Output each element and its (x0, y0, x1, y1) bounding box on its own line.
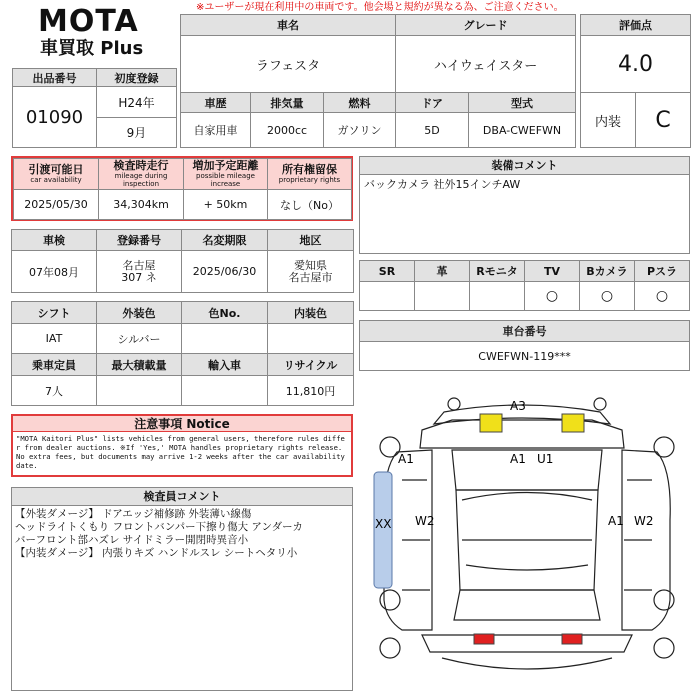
shift: IAT (12, 324, 97, 354)
model: DBA-CWEFWN (469, 113, 576, 148)
option-value-rear-monitor (470, 282, 525, 311)
wheel-front-small-right (594, 398, 606, 410)
car-right-side-lines (624, 480, 652, 590)
car-rear-outline (422, 635, 632, 652)
model-label: 型式 (469, 93, 576, 113)
grade: ハイウェイスター (396, 36, 576, 93)
mota-logo: MOTA (38, 4, 139, 39)
increase-label: 増加予定距離 possible mileage increase (184, 159, 268, 190)
inspector-label: 検査員コメント (12, 488, 352, 506)
equipment-label: 装備コメント (360, 157, 689, 175)
equipment-panel (359, 156, 690, 254)
chassis-number: CWEFWN-119*** (360, 342, 690, 371)
import-label: 輸入車 (182, 354, 268, 376)
import (182, 376, 268, 406)
notice-label: 注意事項 Notice (13, 416, 351, 432)
tail-light-left-mark (474, 634, 494, 644)
exterior-color-label: 外装色 (97, 302, 182, 324)
capacity-label: 乗車定員 (12, 354, 97, 376)
car-cabin-lines (462, 493, 592, 571)
interior-label: 内装 (581, 93, 636, 148)
shift-label: シフト (12, 302, 97, 324)
door: 5D (396, 113, 469, 148)
rights: なし（No） (268, 190, 352, 220)
option-value-power-slide: ○ (635, 282, 690, 311)
car-damage-diagram (362, 390, 692, 695)
chassis-table (359, 320, 690, 371)
displacement: 2000cc (251, 113, 324, 148)
car-name-label: 車名 (181, 15, 396, 36)
score-value: 4.0 (581, 36, 691, 93)
grade-label: グレード (396, 15, 576, 36)
area-label: 地区 (268, 230, 354, 251)
name-change-label: 名変期限 (182, 230, 268, 251)
wheel-rear-right-bottom (654, 638, 674, 658)
interior-color (268, 324, 354, 354)
score-label: 評価点 (581, 15, 691, 36)
plate-number: 名古屋 307 ネ (97, 251, 182, 293)
score-table (580, 14, 691, 148)
option-value-leather (415, 282, 470, 311)
registration-table (11, 229, 354, 293)
name-change-deadline: 2025/06/30 (182, 251, 268, 293)
inspector-comments (12, 506, 352, 562)
color-number-label: 色No. (182, 302, 268, 324)
mileage-label: 検査時走行 mileage during inspection (99, 159, 184, 190)
interior-color-label: 内装色 (268, 302, 354, 324)
displacement-label: 排気量 (251, 93, 324, 113)
inspector-line: バーフロント部ハズレ サイドミラー開閉時異音小 (15, 534, 249, 546)
max-load (97, 376, 182, 406)
inspector-line: ヘッドライトくもり フロントバンパー下擦り傷大 アンダーカ (15, 521, 303, 533)
area: 愛知県 名古屋市 (268, 251, 354, 293)
option-header-back-camera: Bカメラ (580, 261, 635, 282)
listing-number: 01090 (13, 87, 97, 148)
interior-value: C (636, 93, 691, 148)
headlight-left-mark (480, 414, 502, 432)
mark-front-bumper: A3 (510, 399, 526, 413)
recycle-fee: 11,810円 (268, 376, 354, 406)
wheel-rear-right-top (654, 590, 674, 610)
history: 自家用車 (181, 113, 251, 148)
mileage: 34,304km (99, 190, 184, 220)
wheel-front-right-top (654, 437, 674, 457)
mark-left-fender: A1 (398, 452, 414, 466)
wheel-front-left-top (380, 437, 400, 457)
plate-label: 登録番号 (97, 230, 182, 251)
car-left-side-lines (402, 480, 430, 590)
wheel-rear-left-bottom (380, 638, 400, 658)
availability-table (13, 158, 352, 220)
specs-table (11, 301, 354, 406)
availability-date-label: 引渡可能日 car availability (14, 159, 99, 190)
car-rear-bumper-outline (442, 658, 612, 669)
inspector-line: 【内装ダメージ】 内張りキズ ハンドルスレ シートヘタリ小 (15, 547, 298, 559)
headlight-right-mark (562, 414, 584, 432)
fuel: ガソリン (324, 113, 396, 148)
car-top-hood-outline (420, 420, 624, 448)
door-label: ドア (396, 93, 469, 113)
rights-label: 所有権留保 proprietary rights (268, 159, 352, 190)
notice-text: "MOTA Kaitori Plus" lists vehicles from general users, therefore rules differ from dealer auctions. ※If 'Yes,' MOTA handles proprietary rights release. No extra fees, but documents may arrive 1-2 weeks after the car availability date. (16, 434, 345, 470)
mark-left-rear-door: W2 (415, 514, 435, 528)
inspection-label: 車検 (12, 230, 97, 251)
option-header-power-slide: Pスラ (635, 261, 690, 282)
exterior-color: シルバー (97, 324, 182, 354)
availability-date: 2025/05/30 (14, 190, 99, 220)
inspector-line: 【外装ダメージ】 ドアエッジ補修跡 外装薄い線傷 (15, 508, 252, 520)
options-table (359, 260, 690, 311)
listing-table (12, 68, 177, 148)
mark-hood: A1 (510, 452, 526, 466)
option-header-sr: SR (360, 261, 415, 282)
first-registration-label: 初度登録 (97, 69, 177, 87)
mark-left-door: XX (375, 517, 392, 531)
option-value-back-camera: ○ (580, 282, 635, 311)
color-number (182, 324, 268, 354)
wheel-rear-left-top (380, 590, 400, 610)
recycle-label: リサイクル (268, 354, 354, 376)
car-windshield-outline (452, 450, 602, 490)
mark-right-door: A1 (608, 514, 624, 528)
option-value-sr (360, 282, 415, 311)
fuel-label: 燃料 (324, 93, 396, 113)
option-header-rear-monitor: Rモニタ (470, 261, 525, 282)
capacity: 7人 (12, 376, 97, 406)
max-load-label: 最大積載量 (97, 354, 182, 376)
tail-light-right-mark (562, 634, 582, 644)
option-header-leather: 革 (415, 261, 470, 282)
mark-hood-2: U1 (537, 452, 554, 466)
equipment-text: バックカメラ 社外15インチAW (364, 178, 521, 191)
option-header-tv: TV (525, 261, 580, 282)
top-notice: ※ユーザーが現在利用中の車両です。他会場と規約が異なる為、ご注意ください。 (196, 2, 564, 13)
listing-number-label: 出品番号 (13, 69, 97, 87)
mark-right-rear-door: W2 (634, 514, 654, 528)
wheel-front-small-left (448, 398, 460, 410)
option-value-tv: ○ (525, 282, 580, 311)
increase: + 50km (184, 190, 268, 220)
registration-month: 9月 (97, 118, 177, 148)
inspection: 07年08月 (12, 251, 97, 293)
registration-year: H24年 (97, 87, 177, 118)
vehicle-table (180, 14, 576, 148)
history-label: 車歴 (181, 93, 251, 113)
car-rear-window-outline (454, 590, 600, 620)
inspector-panel (11, 487, 353, 691)
car-name: ラフェスタ (181, 36, 396, 93)
notice-frame (11, 414, 353, 477)
chassis-label: 車台番号 (360, 321, 690, 342)
logo-subtitle: 車買取 Plus (40, 38, 144, 59)
